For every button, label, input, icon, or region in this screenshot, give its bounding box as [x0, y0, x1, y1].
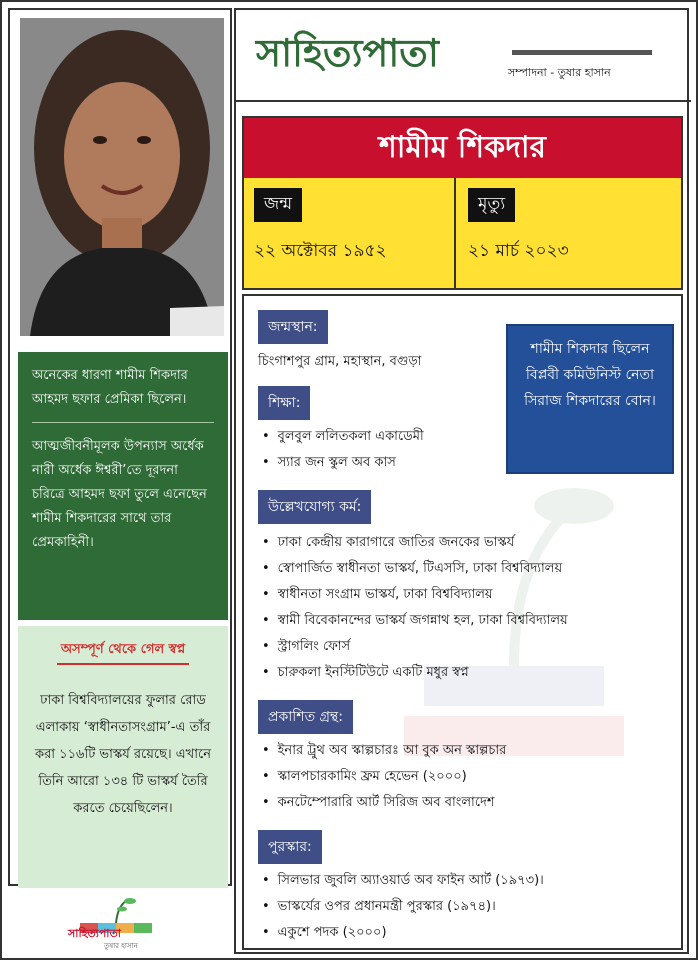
right-column: [234, 8, 689, 954]
education-label: শিক্ষা:: [258, 386, 310, 420]
portrait-photo: [20, 18, 224, 336]
death-date: ২১ মার্চ ২০২৩: [468, 241, 569, 261]
works-item: • স্ট্রাগলিং ফোর্স: [262, 634, 568, 660]
education-item: • বুলবুল ললিতকলা একাডেমী: [262, 424, 424, 450]
books-item: • ইনার ট্রুথ অব স্কাল্পচারঃ আ বুক অন স্কাল্পচার: [262, 738, 506, 764]
left-column: [8, 8, 232, 886]
awards-item: • ভাস্কর্যের ওপর প্রধানমন্ত্রী পুরস্কার (১৯৭৪)।: [262, 894, 544, 920]
works-item: • ঢাকা কেন্দ্রীয় কারাগারে জাতির জনকের ভাস্কর্য: [262, 530, 568, 556]
brand-logo: [60, 893, 180, 953]
editor-credit: সম্পাদনা - তুষার হাসান: [508, 66, 611, 79]
editor-bar: [512, 50, 652, 55]
rumor-text-2: আত্মজীবনীমূলক উপন্যাস অর্ধেক নারী অর্ধেক ঈশ্বরী’তে দূরদনা চরিত্রে আহমদ ছফা তুলে এনেছেন শামীম শিকদারের সাথে তার প্রেমকাহিনী।: [32, 439, 207, 550]
works-item: • স্বামী বিবেকানন্দের ভাস্কর্য জগন্নাথ হল, ঢাকা বিশ্ববিদ্যালয়: [262, 608, 568, 634]
birth-label: জন্ম: [254, 188, 302, 222]
header: [246, 20, 678, 102]
books-label: প্রকাশিত গ্রন্থ:: [258, 700, 353, 734]
awards-list: [262, 868, 544, 946]
death-column: [458, 178, 681, 288]
works-list: [262, 530, 568, 686]
info-panel: [242, 294, 683, 950]
brand-title: সাহিত্যপাতা: [256, 30, 439, 75]
rumor-box: [18, 352, 228, 620]
dream-text: ঢাকা বিশ্ববিদ্যালয়ের ফুলার রোড এলাকায় ‘স্বাধীনতাসংগ্রাম’-এ তাঁর করা ১১৬টি ভাস্কর্য রয়েছে। এখানে তিনি আরো ১৩৪ টি ভাস্কর্য তৈরি করতে চেয়েছিলেন।: [35, 693, 211, 816]
books-item: • কনটেম্পোরারি আর্ট সিরিজ অব বাংলাদেশ: [262, 790, 506, 816]
awards-item: • সিলভার জুবলি অ্যাওয়ার্ড অব ফাইন আর্ট (১৯৭৩)।: [262, 868, 544, 894]
education-list: [262, 424, 424, 476]
logo-text: সাহিত্যপাতা: [68, 927, 121, 940]
works-item: • চারুকলা ইনস্টিটিউটে একটি মধুর স্বপ্ন: [262, 660, 568, 686]
unfinished-dream-box: [18, 626, 228, 888]
death-label: মৃত্যু: [468, 188, 515, 222]
books-item: • স্কালপচারকামিং ফ্রম হেভেন (২০০০): [262, 764, 506, 790]
education-item: • স্যার জন স্কুল অব কাস: [262, 450, 424, 476]
awards-item: • একুশে পদক (২০০০): [262, 920, 544, 946]
awards-label: পুরস্কার:: [258, 830, 322, 864]
sister-note-box: শামীম শিকদার ছিলেন বিপ্লবী কমিউনিস্ট নেতা সিরাজ শিকদারের বোন।: [506, 324, 674, 474]
header-rule: [236, 100, 691, 102]
logo-subtext: তুষার হাসান: [104, 942, 138, 950]
books-list: [262, 738, 506, 816]
name-block: [242, 116, 683, 290]
dates-panel: [244, 178, 681, 288]
birthplace-label: জন্মস্থান:: [258, 310, 328, 344]
birth-column: [244, 178, 456, 288]
birthplace-text: চিংগাশপুর গ্রাম, মহাস্থান, বগুড়া: [258, 354, 422, 369]
works-item: • স্বাধীনতা সংগ্রাম ভাস্কর্য, ঢাকা বিশ্ববিদ্যালয়: [262, 582, 568, 608]
birth-date: ২২ অক্টোবর ১৯৫২: [254, 241, 387, 261]
works-label: উল্লেখযোগ্য কর্ম:: [258, 490, 371, 524]
divider: [32, 422, 214, 423]
rumor-text-1: অনেকের ধারণা শামীম শিকদার আহমদ ছফার প্রেমিকা ছিলেন।: [32, 368, 188, 407]
dream-title: অসম্পূর্ণ থেকে গেল স্বপ্ন: [57, 638, 189, 665]
person-name: শামীম শিকদার: [244, 118, 681, 178]
works-item: • স্বোপার্জিত স্বাধীনতা ভাস্কর্য, টিএসসি, ঢাকা বিশ্ববিদ্যালয়: [262, 556, 568, 582]
